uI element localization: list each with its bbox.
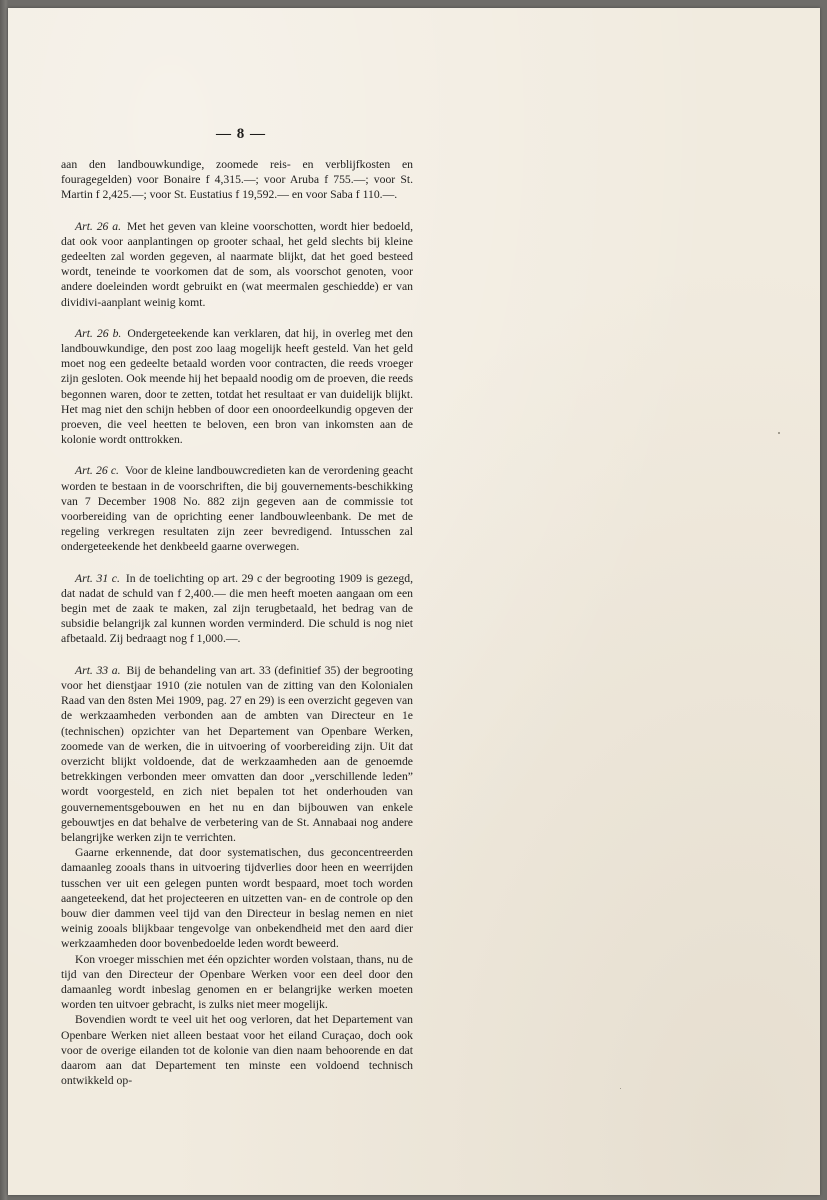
paragraph-text: Kon vroeger misschien met één opzichter worden volstaan, thans, nu de tijd van den Directeur der Openbare Werken voor een deel door den damaanleg wordt inbeslag genomen en er belangrijke werken moeten worden ten uitvoer gebracht, is zulks niet meer mogelijk.	[61, 952, 413, 1012]
paragraph-text: aan den landbouwkundige, zoomede reis- en verblijfkosten en fouragegelden) voor Bonaire f 4,315.—; voor Aruba f 755.—; voor St. Martin f 2,425.—; voor St. Eustatius f 19,592.— en voor Saba f 110.—.	[61, 158, 413, 202]
paragraph	[61, 845, 413, 951]
paragraph-text: In de toelichting op art. 29 c der begrooting 1909 is gezegd, dat nadat de schuld van f 2,400.— die men heeft moeten aangaan om een begin met de zaak te maken, zal zijn terugbetaald, het bedrag van de subsidie belangrijk zal kunnen worden verminderd. Die schuld is nog niet afbetaald. Zij bedraagt nog f 1,000.—.	[61, 571, 413, 646]
body-text	[61, 157, 413, 1088]
article-label: Art. 26 b.	[75, 326, 122, 340]
paragraph-art-33a	[61, 663, 413, 845]
page-number: — 8 —	[216, 126, 266, 142]
article-label: Art. 33 a.	[75, 663, 121, 677]
paragraph-art-26b	[61, 326, 413, 448]
article-label: Art. 31 c.	[75, 571, 120, 585]
paragraph-art-26a	[61, 219, 413, 310]
paragraph-continuation	[61, 157, 413, 203]
paragraph-text: Ondergeteekende kan verklaren, dat hij, in overleg met den landbouwkundige, den post zoo laag mogelijk heeft gesteld. Van het geld moet nog een gedeelte betaald worden voor contracten, die reeds vroeger zijn gesloten. Ook meende hij het bepaald noodig om de proeven, die reeds begonnen waren, door te zetten, totdat het resultaat er van duidelijk blijkt. Het mag niet den schijn hebben of door een onoordeelkundig opgeven der proeven, die veel heetten te beloven, een bron van inkomsten aan de kolonie wordt onttrokken.	[61, 326, 413, 447]
paragraph-text: Met het geven van kleine voorschotten, wordt hier bedoeld, dat ook voor aanplantingen op grooter schaal, het geld slechts bij kleine gedeelten zal worden gegeven, al naarmate blijkt, dat het goed besteed wordt, teneinde te voorkomen dat de som, als voorschot genoten, voor andere doeleinden wordt gebruikt en (wat meermalen geschiedde) er van dividivi-aanplant weinig komt.	[61, 219, 413, 309]
article-label: Art. 26 c.	[75, 464, 119, 478]
paper-speck	[778, 432, 780, 434]
paragraph	[61, 1012, 413, 1088]
paragraph-art-26c	[61, 463, 413, 554]
document-page	[8, 8, 820, 1195]
paragraph-text: Bij de behandeling van art. 33 (definitief 35) der begrooting voor het dienstjaar 1910 (zie notulen van de zitting van den Kolonialen Raad van den 8sten Mei 1909, pag. 27 en 29) is een overzicht gegeven van de werkzaamheden verbonden aan de ambten van Directeur en 1e (technischen) opzichter van het Departement van Openbare Werken, zoomede van de werken, die in uitvoering of voorbereiding zijn. Uit dat overzicht blijkt voldoende, dat de werkzaamheden aan de genoemde betrekkingen verbonden meer omvatten dan door „verschillende leden” wordt voorgesteld, en zich niet bepalen tot het onderhouden van gouvernementsgebouwen en het nu en dan bijbouwen van enkele gebouwtjes en dat behalve de verbetering van de St. Annabaai nog andere belangrijke werken zijn te verrichten.	[61, 663, 414, 844]
paragraph-text: Gaarne erkennende, dat door systematischen, dus geconcentreerden damaanleg zooals thans in uitvoering tijdverlies door heen en weerrijden tusschen ver uit een gelegen punten wordt bespaard, moet toch worden aangeteekend, dat het projecteeren en uitzetten van- en de controle op den bouw dier dammen veel tijd van den Directeur in beslag nemen en niet weinig zooals blijkbaar tengevolge van onbekendheid met den aard dier werkzaamheden door bovenbedoelde leden wordt beweerd.	[61, 846, 413, 951]
paper-speck	[620, 1088, 621, 1089]
paragraph-art-31c	[61, 571, 413, 647]
article-label: Art. 26 a.	[75, 219, 122, 233]
paragraph	[61, 952, 413, 1013]
paragraph-text: Voor de kleine landbouwcredieten kan de verordening geacht worden te bestaan in de voorschriften, die bij gouvernements-beschikking van 7 December 1908 No. 882 zijn gegeven aan de commissie tot voorbereiding van de oprichting eener landbouwleenbank. De met de regeling verkregen resultaten zijn zeer bevredigend. Intusschen zal ondergeteekende het denkbeeld gaarne overwegen.	[61, 464, 414, 554]
paragraph-text: Bovendien wordt te veel uit het oog verloren, dat het Departement van Openbare Werken niet alleen bestaat voor het eiland Curaçao, doch ook voor de overige eilanden tot de kolonie van dien naam behoorende en dat daarom aan dat Departement ten minste een voldoend technisch ontwikkeld op-	[61, 1013, 413, 1088]
